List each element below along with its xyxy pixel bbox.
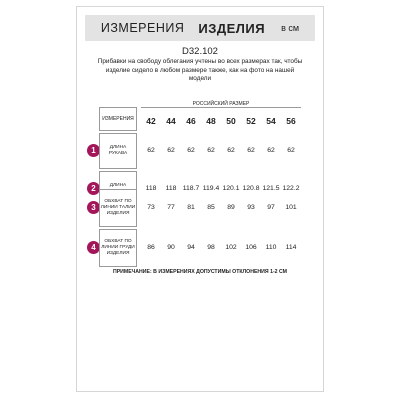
value-cell: 62 bbox=[187, 147, 195, 154]
table-row bbox=[87, 229, 301, 267]
value-cell: 93 bbox=[247, 204, 255, 211]
value-cell: 77 bbox=[167, 204, 175, 211]
title-product: ИЗДЕЛИЯ bbox=[198, 20, 266, 36]
value-cell: 120.8 bbox=[242, 185, 260, 192]
title-unit: в см bbox=[281, 23, 300, 33]
value-cell: 62 bbox=[167, 147, 175, 154]
value-cell: 118.7 bbox=[182, 185, 200, 192]
value-cell: 102 bbox=[225, 244, 237, 251]
size-cell: 48 bbox=[206, 116, 216, 126]
row-number-badge: 3 bbox=[87, 201, 100, 214]
row-values bbox=[141, 147, 301, 154]
row-number-badge: 4 bbox=[87, 241, 100, 254]
value-cell: 85 bbox=[207, 204, 215, 211]
measurements-column-header: ИЗМЕРЕНИЯ bbox=[99, 107, 137, 131]
table-row bbox=[87, 133, 301, 169]
table-row bbox=[87, 189, 301, 227]
value-cell: 62 bbox=[247, 147, 255, 154]
size-cell: 56 bbox=[286, 116, 296, 126]
size-cell: 42 bbox=[146, 116, 156, 126]
value-cell: 86 bbox=[147, 244, 155, 251]
value-cell: 110 bbox=[265, 244, 277, 251]
value-cell: 90 bbox=[167, 244, 175, 251]
value-cell: 73 bbox=[147, 204, 155, 211]
size-cell: 54 bbox=[266, 116, 276, 126]
value-cell: 94 bbox=[187, 244, 195, 251]
row-values bbox=[141, 244, 301, 251]
fit-description: Прибавки на свободу облегания учтены во всех размерах так, чтобы изделие сидело в любом размере также, как на фото на нашей модели bbox=[97, 58, 303, 82]
row-number-badge: 2 bbox=[87, 182, 100, 195]
size-chart-card bbox=[76, 6, 324, 392]
value-cell: 62 bbox=[147, 147, 155, 154]
value-cell: 118 bbox=[165, 185, 177, 192]
row-label: ОБХВАТ ПО ЛИНИИ ТАЛИИ ИЗДЕЛИЯ bbox=[99, 189, 137, 227]
value-cell: 118 bbox=[145, 185, 157, 192]
product-code: D32.102 bbox=[182, 46, 218, 57]
value-cell: 62 bbox=[207, 147, 215, 154]
value-cell: 120.1 bbox=[222, 185, 240, 192]
row-label: ОБХВАТ ПО ЛИНИИ ГРУДИ ИЗДЕЛИЯ bbox=[99, 229, 137, 267]
row-label: ДЛИНА РУКАВА bbox=[99, 133, 137, 169]
value-cell: 121.5 bbox=[262, 185, 280, 192]
title-banner bbox=[85, 15, 315, 41]
row-values bbox=[141, 204, 301, 211]
size-cell: 46 bbox=[186, 116, 196, 126]
size-cell: 44 bbox=[166, 116, 176, 126]
value-cell: 89 bbox=[227, 204, 235, 211]
value-cell: 114 bbox=[285, 244, 297, 251]
value-cell: 62 bbox=[227, 147, 235, 154]
value-cell: 62 bbox=[287, 147, 295, 154]
size-cell: 52 bbox=[246, 116, 256, 126]
value-cell: 97 bbox=[267, 204, 275, 211]
tolerance-footnote: ПРИМЕЧАНИЕ: В ИЗМЕРЕНИЯХ ДОПУСТИМЫ ОТКЛОНЕНИЯ 1-2 СМ bbox=[112, 269, 288, 275]
value-cell: 98 bbox=[207, 244, 215, 251]
value-cell: 106 bbox=[245, 244, 257, 251]
sizes-column-header: РОССИЙСКИЙ РАЗМЕР bbox=[141, 101, 301, 108]
row-number-badge: 1 bbox=[87, 144, 100, 157]
value-cell: 62 bbox=[267, 147, 275, 154]
title-measurements: ИЗМЕРЕНИЯ bbox=[100, 21, 185, 35]
size-cell: 50 bbox=[226, 116, 236, 126]
value-cell: 81 bbox=[187, 204, 195, 211]
size-header-row bbox=[141, 110, 301, 132]
value-cell: 119.4 bbox=[202, 185, 220, 192]
value-cell: 101 bbox=[285, 204, 297, 211]
row-label: ДЛИНА bbox=[99, 171, 137, 207]
value-cell: 122.2 bbox=[282, 185, 300, 192]
